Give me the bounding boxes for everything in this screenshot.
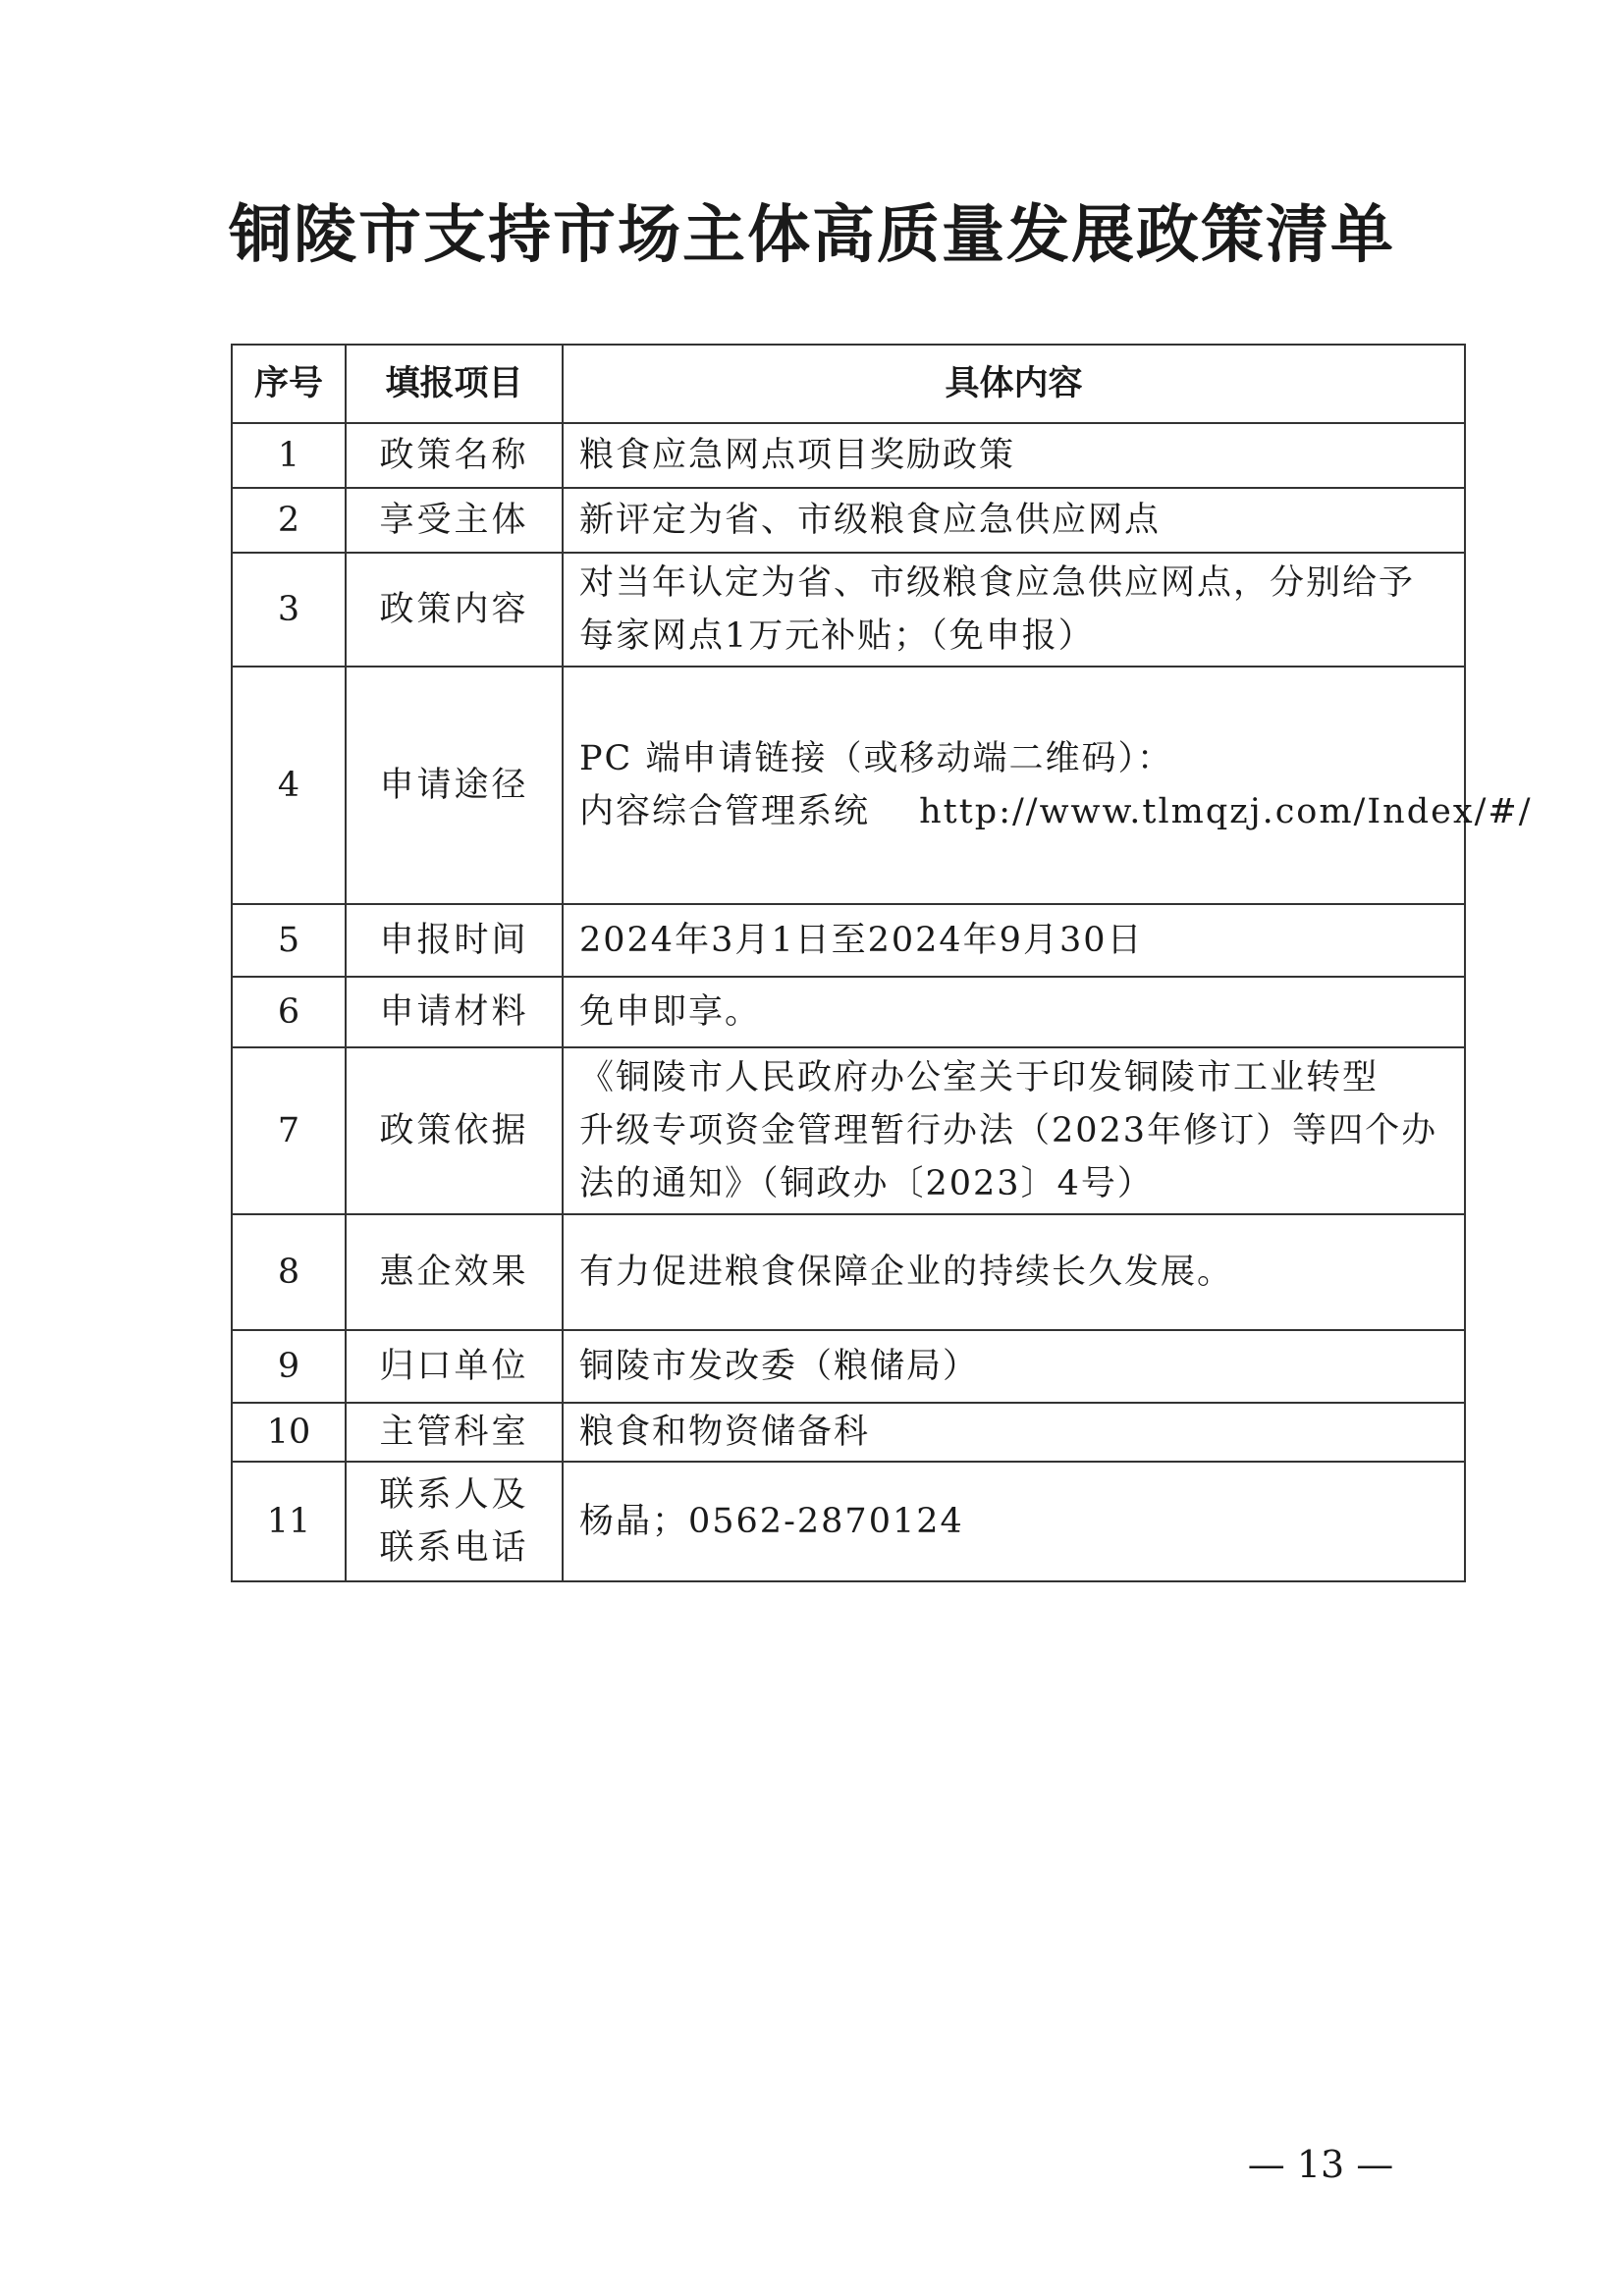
row-content-line: 新评定为省、市级粮食应急供应网点 <box>579 501 1162 540</box>
row-content-line: 免申即享。 <box>579 992 762 1032</box>
row-number: 6 <box>232 977 346 1047</box>
row-content-line: 铜陵市发改委（粮储局） <box>579 1347 980 1386</box>
table-row <box>232 1462 1465 1581</box>
row-number: 2 <box>232 488 346 553</box>
table-row <box>232 904 1465 977</box>
row-item-line: 联系电话 <box>379 1528 529 1568</box>
row-content-line: PC 端申请链接（或移动端二维码）： <box>579 739 1173 778</box>
header-content: 具体内容 <box>563 345 1465 423</box>
row-item-line: 联系人及 <box>379 1475 529 1515</box>
row-number: 3 <box>232 553 346 667</box>
application-link[interactable]: 内容综合管理系统 http://www.tlmqzj.com/Index/#/ <box>579 792 1533 831</box>
row-number: 10 <box>232 1403 346 1462</box>
row-item: 归口单位 <box>346 1330 563 1403</box>
row-content <box>563 423 1465 488</box>
row-item: 享受主体 <box>346 488 563 553</box>
row-content-line: 有力促进粮食保障企业的持续长久发展。 <box>579 1253 1234 1292</box>
row-number: 7 <box>232 1047 346 1214</box>
row-content <box>563 553 1465 667</box>
table-row <box>232 1403 1465 1462</box>
row-item: 政策内容 <box>346 553 563 667</box>
row-content <box>563 1330 1465 1403</box>
table-row <box>232 1047 1465 1214</box>
table-row <box>232 1214 1465 1330</box>
row-content-line: 2024年3月1日至2024年9月30日 <box>579 921 1144 960</box>
row-item <box>346 1462 563 1581</box>
row-content-line: 粮食和物资储备科 <box>579 1413 871 1452</box>
row-content-line: 《铜陵市人民政府办公室关于印发铜陵市工业转型 <box>579 1058 1380 1097</box>
row-content <box>563 1462 1465 1581</box>
table-row <box>232 488 1465 553</box>
document-title: 铜陵市支持市场主体高质量发展政策清单 <box>229 199 1395 272</box>
row-content-line: 每家网点1万元补贴；（免申报） <box>579 616 1095 656</box>
table-row <box>232 553 1465 667</box>
row-item: 申请途径 <box>346 667 563 904</box>
row-content <box>563 667 1533 904</box>
row-number: 9 <box>232 1330 346 1403</box>
header-item: 填报项目 <box>346 345 563 423</box>
row-item: 政策依据 <box>346 1047 563 1214</box>
table-header-row <box>232 345 1465 423</box>
row-content-line: 杨晶；0562-2870124 <box>579 1502 964 1541</box>
table-row <box>232 667 1465 904</box>
row-content-line: 法的通知》（铜政办〔2023〕4号） <box>579 1164 1154 1203</box>
row-content-line: 对当年认定为省、市级粮食应急供应网点，分别给予 <box>579 563 1416 603</box>
policy-table <box>231 344 1533 1582</box>
row-item: 惠企效果 <box>346 1214 563 1330</box>
row-content <box>563 1403 1465 1462</box>
row-number: 5 <box>232 904 346 977</box>
table-row <box>232 1330 1465 1403</box>
row-number: 1 <box>232 423 346 488</box>
row-content <box>563 977 1465 1047</box>
row-number: 11 <box>232 1462 346 1581</box>
row-item: 申报时间 <box>346 904 563 977</box>
row-number: 4 <box>232 667 346 904</box>
row-item: 主管科室 <box>346 1403 563 1462</box>
row-content-line: 粮食应急网点项目奖励政策 <box>579 436 1016 475</box>
row-number: 8 <box>232 1214 346 1330</box>
page-number: — 13 — <box>1247 2143 1394 2186</box>
row-content <box>563 904 1465 977</box>
table-row <box>232 423 1465 488</box>
row-item: 政策名称 <box>346 423 563 488</box>
table-row <box>232 977 1465 1047</box>
row-item: 申请材料 <box>346 977 563 1047</box>
row-content-line: 升级专项资金管理暂行办法（2023年修订）等四个办 <box>579 1111 1438 1150</box>
row-content <box>563 1214 1465 1330</box>
row-content <box>563 1047 1465 1214</box>
header-serial-number: 序号 <box>232 345 346 423</box>
row-content <box>563 488 1465 553</box>
